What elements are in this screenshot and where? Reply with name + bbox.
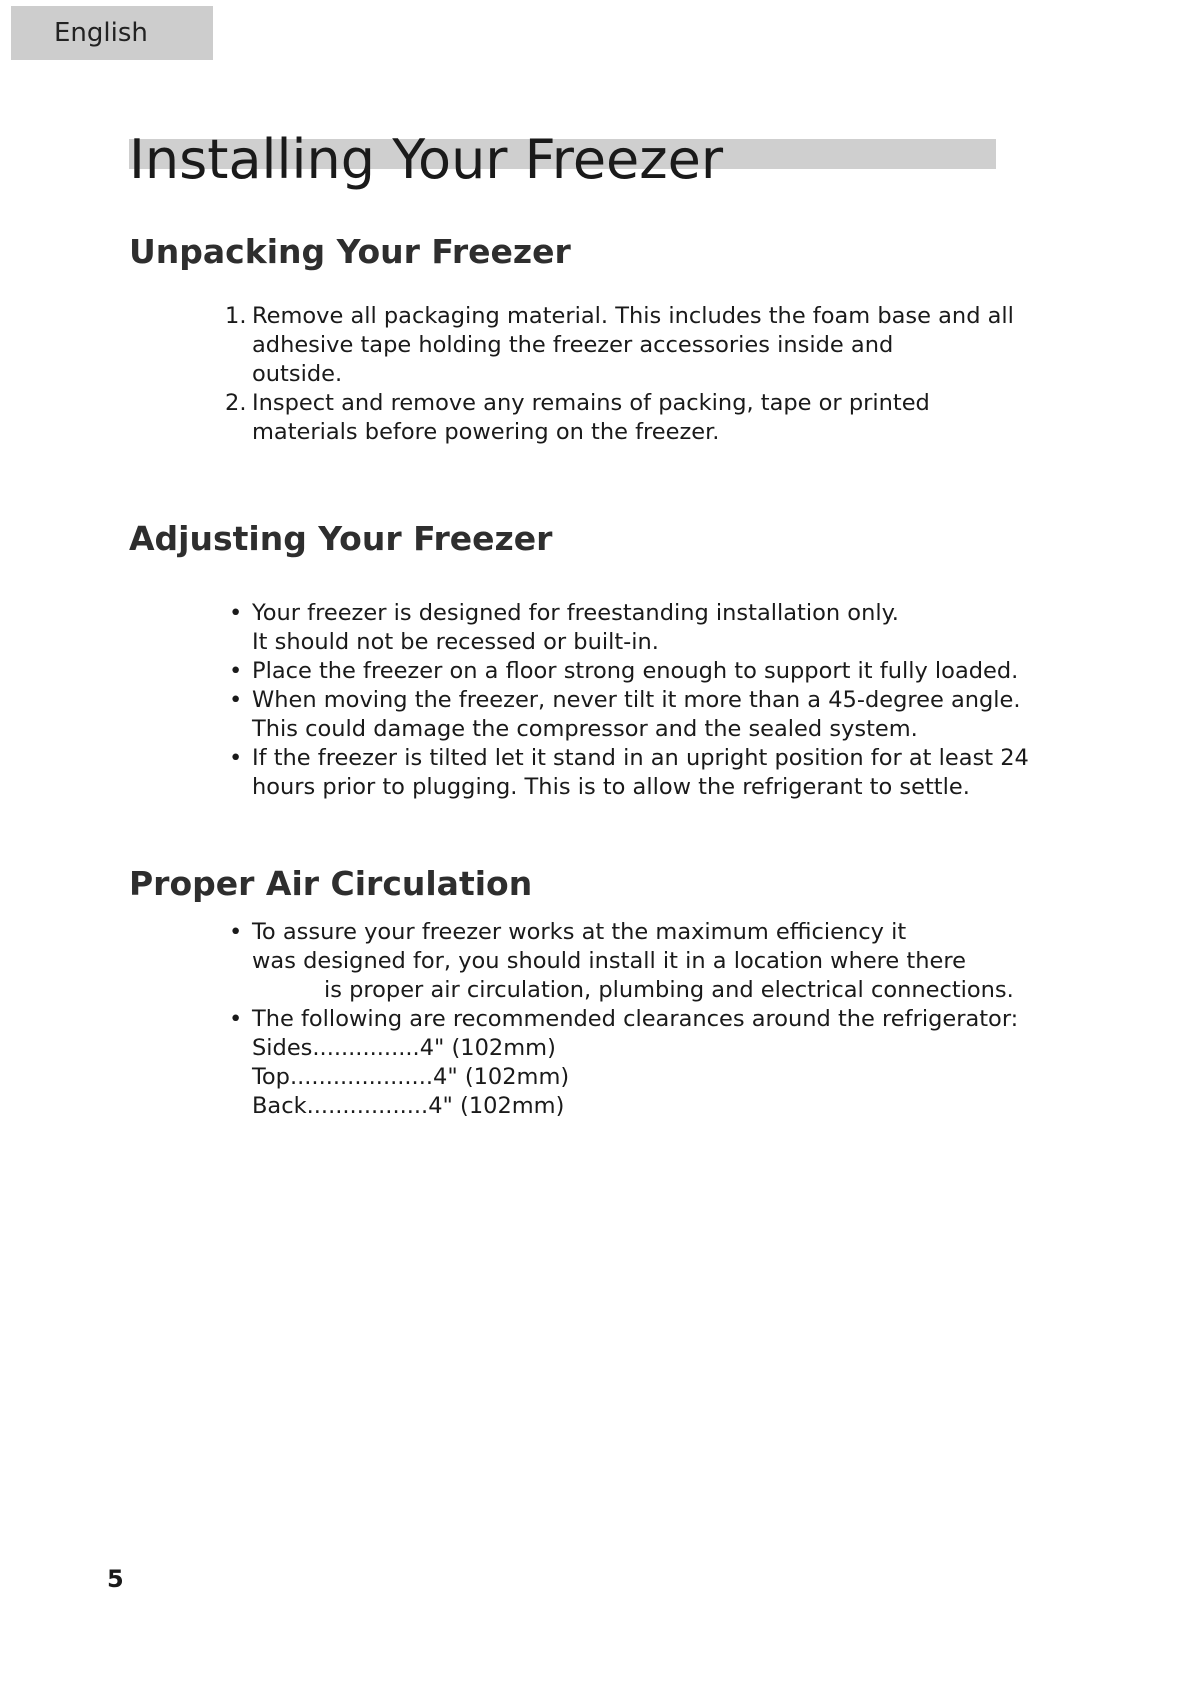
page-title: Installing Your Freezer [129, 128, 724, 191]
list-item: • Place the freezer on a floor strong enough to support it fully loaded. [229, 658, 1019, 684]
clearance-row-sides: Sides...............4" (102mm) [252, 1035, 556, 1061]
bullet-icon: • [229, 600, 243, 626]
bullet-icon: • [229, 687, 243, 713]
bullet-icon: • [229, 745, 243, 771]
clearance-row-back: Back.................4" (102mm) [252, 1093, 565, 1119]
list-item: 1. Remove all packaging material. This includes the foam base and all adhesive tape holding the freezer accessories inside and outside. [225, 303, 1014, 387]
section-heading-air-circulation: Proper Air Circulation [129, 864, 533, 903]
list-item: 2. Inspect and remove any remains of packing, tape or printed materials before powering on the freezer. [225, 390, 930, 445]
page-number: 5 [107, 1565, 124, 1593]
step-number: 1. [225, 303, 247, 329]
step-number: 2. [225, 390, 247, 416]
bullet-icon: • [229, 919, 243, 945]
language-tab: English [11, 6, 213, 60]
clearance-row-top: Top....................4" (102mm) [252, 1064, 570, 1090]
adjusting-bullets [225, 599, 1029, 802]
section-heading-unpacking: Unpacking Your Freezer [129, 232, 571, 271]
bullet-icon: • [229, 1006, 243, 1032]
list-item: • When moving the freezer, never tilt it more than a 45-degree angle. This could damage the compressor and the sealed system. [229, 687, 1021, 742]
list-item: • The following are recommended clearances around the refrigerator: Sides...............4" (102mm) Top....................4" (102mm) Back.................4" (102mm) [229, 1006, 1019, 1119]
bullet-icon: • [229, 658, 243, 684]
section-heading-adjusting: Adjusting Your Freezer [129, 519, 553, 558]
air-circulation-bullets [225, 918, 1019, 1121]
list-item: • To assure your freezer works at the maximum efficiency it was designed for, you should install it in a location where there is proper air circulation, plumbing and electrical connections. [229, 919, 1014, 1003]
list-item: • Your freezer is designed for freestanding installation only. It should not be recessed or built-in. [229, 600, 899, 655]
unpacking-steps [225, 302, 1014, 447]
list-item: • If the freezer is tilted let it stand in an upright position for at least 24 hours prior to plugging. This is to allow the refrigerant to settle. [229, 745, 1029, 800]
